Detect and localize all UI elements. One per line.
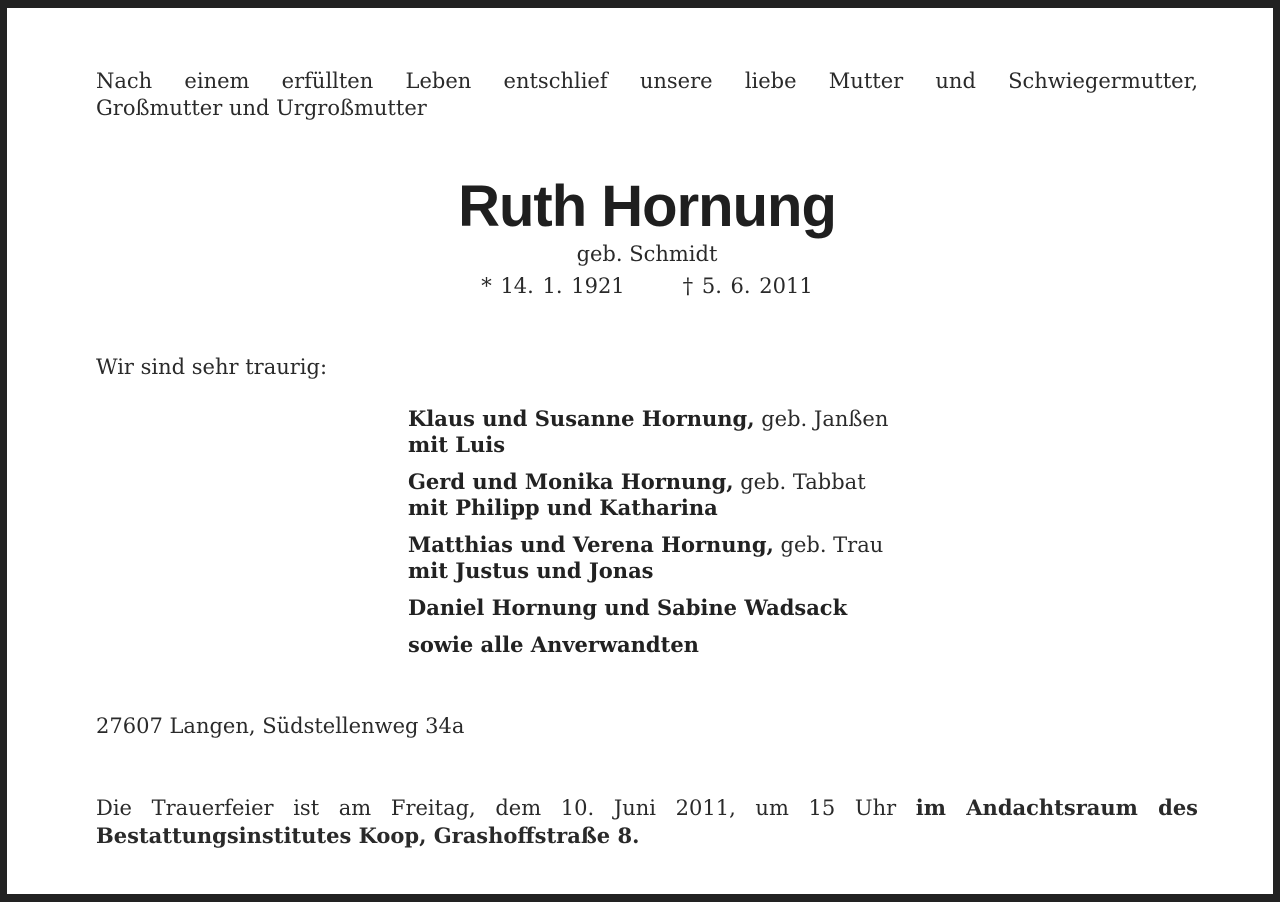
ceremony-time: Die Trauerfeier ist am Freitag, dem 10. Juni 2011, um 15 Uhr: [96, 796, 916, 820]
mourner-group: [408, 406, 888, 458]
mourner-names: sowie alle Anverwandten: [408, 632, 699, 657]
life-dates: [7, 274, 1280, 298]
mourner-children: mit Justus und Jonas: [408, 558, 654, 583]
intro-line-2: Großmutter und Urgroßmutter: [96, 96, 427, 120]
mourner-maiden: geb. Trau: [773, 533, 884, 557]
ceremony-place-2: Bestattungsinstitutes Koop, Grashoffstraße 8.: [96, 823, 640, 848]
intro-text: [96, 68, 1198, 122]
mourner-names: Daniel Hornung und Sabine Wadsack: [408, 595, 848, 620]
ceremony-info: [96, 794, 1198, 850]
mourner-group: [408, 469, 888, 521]
address: 27607 Langen, Südstellenweg 34a: [96, 714, 465, 738]
death-date: † 5. 6. 2011: [682, 274, 813, 298]
mourning-line: Wir sind sehr traurig:: [96, 355, 328, 379]
mourner-maiden: geb. Janßen: [754, 407, 889, 431]
mourners-list: [408, 406, 888, 669]
intro-line-1: Nach einem erfüllten Leben entschlief unsere liebe Mutter und Schwiegermutter,: [96, 69, 1198, 93]
mourner-names: Klaus und Susanne Hornung,: [408, 406, 755, 431]
ceremony-place-1: im Andachtsraum des: [915, 795, 1198, 820]
mourner-names: Gerd und Monika Hornung,: [408, 469, 734, 494]
mourner-children: mit Philipp und Katharina: [408, 495, 718, 520]
mourner-group: [408, 632, 888, 658]
mourner-children: mit Luis: [408, 432, 506, 457]
deceased-name: Ruth Hornung: [458, 174, 836, 239]
ceremony-line-2: [96, 822, 1198, 850]
ceremony-line-1: [96, 794, 1198, 822]
mourner-maiden: geb. Tabbat: [733, 470, 866, 494]
maiden-name: geb. Schmidt: [576, 242, 718, 266]
mourner-names: Matthias und Verena Hornung,: [408, 532, 774, 557]
mourner-group: [408, 532, 888, 584]
birth-date: * 14. 1. 1921: [481, 274, 625, 298]
mourner-group: [408, 595, 888, 621]
